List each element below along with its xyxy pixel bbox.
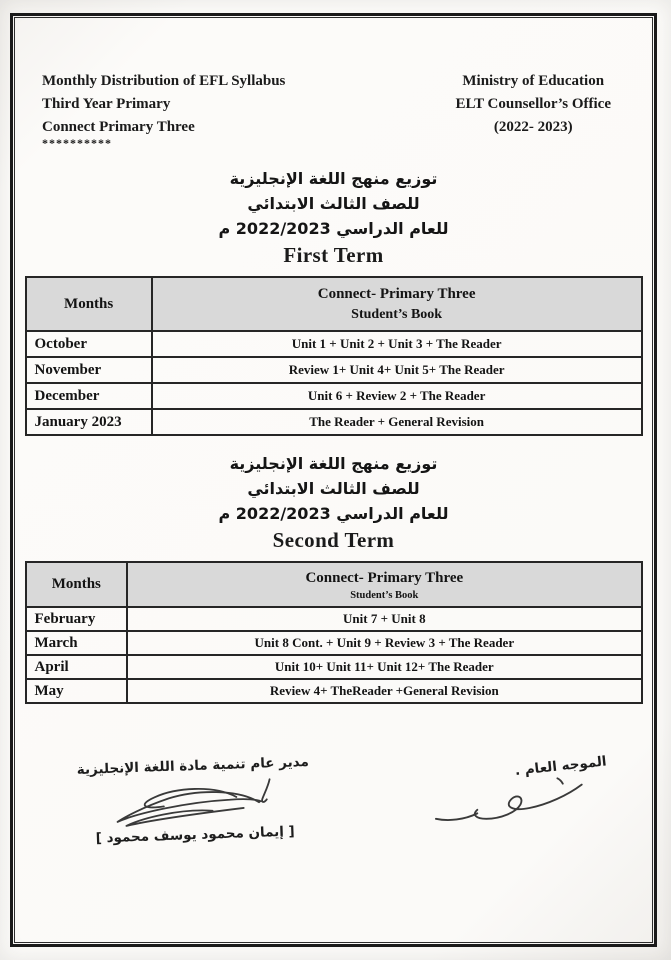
content-cell: Unit 1 + Unit 2 + Unit 3 + The Reader — [152, 331, 642, 357]
table-row — [26, 607, 642, 631]
table-row — [26, 631, 642, 655]
book-header-title: Connect- Primary Three — [305, 569, 464, 586]
arabic-heading-line1: توزيع منهج اللغة الإنجليزية — [229, 169, 438, 188]
month-cell: October — [26, 331, 152, 357]
table-header-row — [26, 562, 642, 607]
book-column-header — [152, 277, 642, 331]
table-row — [26, 383, 642, 409]
arabic-heading-second-term — [20, 451, 647, 526]
document-header — [20, 21, 647, 139]
first-term-title: First Term — [283, 243, 384, 267]
header-grade: Third Year Primary — [42, 96, 171, 112]
page-border-frame — [10, 13, 657, 947]
signature-block-director — [43, 753, 346, 848]
arabic-heading-line1: توزيع منهج اللغة الإنجليزية — [229, 454, 438, 473]
arabic-heading-line3: للعام الدراسي 2022/2023 م — [218, 504, 449, 523]
header-years: (2022- 2023) — [493, 119, 573, 135]
arabic-heading-line2: للصف الثالث الابتدائي — [247, 479, 420, 498]
signatures-section — [20, 753, 647, 847]
month-cell: November — [26, 357, 152, 383]
month-cell: April — [26, 655, 128, 679]
months-column-header: Months — [26, 562, 128, 607]
content-cell: Unit 7 + Unit 8 — [127, 607, 641, 631]
page-content — [20, 21, 647, 939]
table-row — [26, 655, 642, 679]
month-cell: March — [26, 631, 128, 655]
table-row — [26, 679, 642, 703]
first-term-table — [25, 276, 643, 436]
book-column-header — [127, 562, 641, 607]
asterisks-divider: ********** — [42, 136, 112, 150]
signature-block-supervisor — [391, 753, 621, 843]
table-header-row — [26, 277, 642, 331]
table-row — [26, 409, 642, 435]
header-book: Connect Primary Three — [42, 119, 195, 135]
director-name: [ إيمان محمود يوسف محمود ] — [95, 823, 295, 847]
content-cell: Unit 10+ Unit 11+ Unit 12+ The Reader — [127, 655, 641, 679]
table-row — [26, 331, 642, 357]
month-cell: January 2023 — [26, 409, 152, 435]
months-column-header: Months — [26, 277, 152, 331]
header-left-block — [42, 70, 285, 139]
content-cell: Review 1+ Unit 4+ Unit 5+ The Reader — [152, 357, 642, 383]
director-signature-icon — [88, 771, 300, 830]
arabic-heading-line2: للصف الثالث الابتدائي — [247, 194, 420, 213]
header-office: ELT Counsellor’s Office — [455, 96, 611, 112]
header-ministry: Ministry of Education — [462, 73, 605, 89]
arabic-heading-line3: للعام الدراسي 2022/2023 م — [218, 219, 449, 238]
content-cell: Review 4+ TheReader +General Revision — [127, 679, 641, 703]
supervisor-title: الموجه العام . — [514, 753, 608, 780]
content-cell: The Reader + General Revision — [152, 409, 642, 435]
content-cell: Unit 8 Cont. + Unit 9 + Review 3 + The Reader — [127, 631, 641, 655]
content-cell: Unit 6 + Review 2 + The Reader — [152, 383, 642, 409]
book-header-subtitle: Student’s Book — [350, 589, 419, 601]
month-cell: February — [26, 607, 128, 631]
header-title: Monthly Distribution of EFL Syllabus — [42, 73, 286, 89]
second-term-title: Second Term — [272, 528, 395, 552]
book-header-subtitle: Student’s Book — [351, 306, 443, 322]
month-cell: May — [26, 679, 128, 703]
book-header-title: Connect- Primary Three — [317, 285, 476, 302]
table-row — [26, 357, 642, 383]
second-term-table — [25, 561, 643, 704]
month-cell: December — [26, 383, 152, 409]
director-title: مدير عام تنمية مادة اللغة الإنجليزية — [76, 753, 310, 779]
arabic-heading-first-term — [20, 166, 647, 241]
header-right-block — [455, 70, 617, 139]
